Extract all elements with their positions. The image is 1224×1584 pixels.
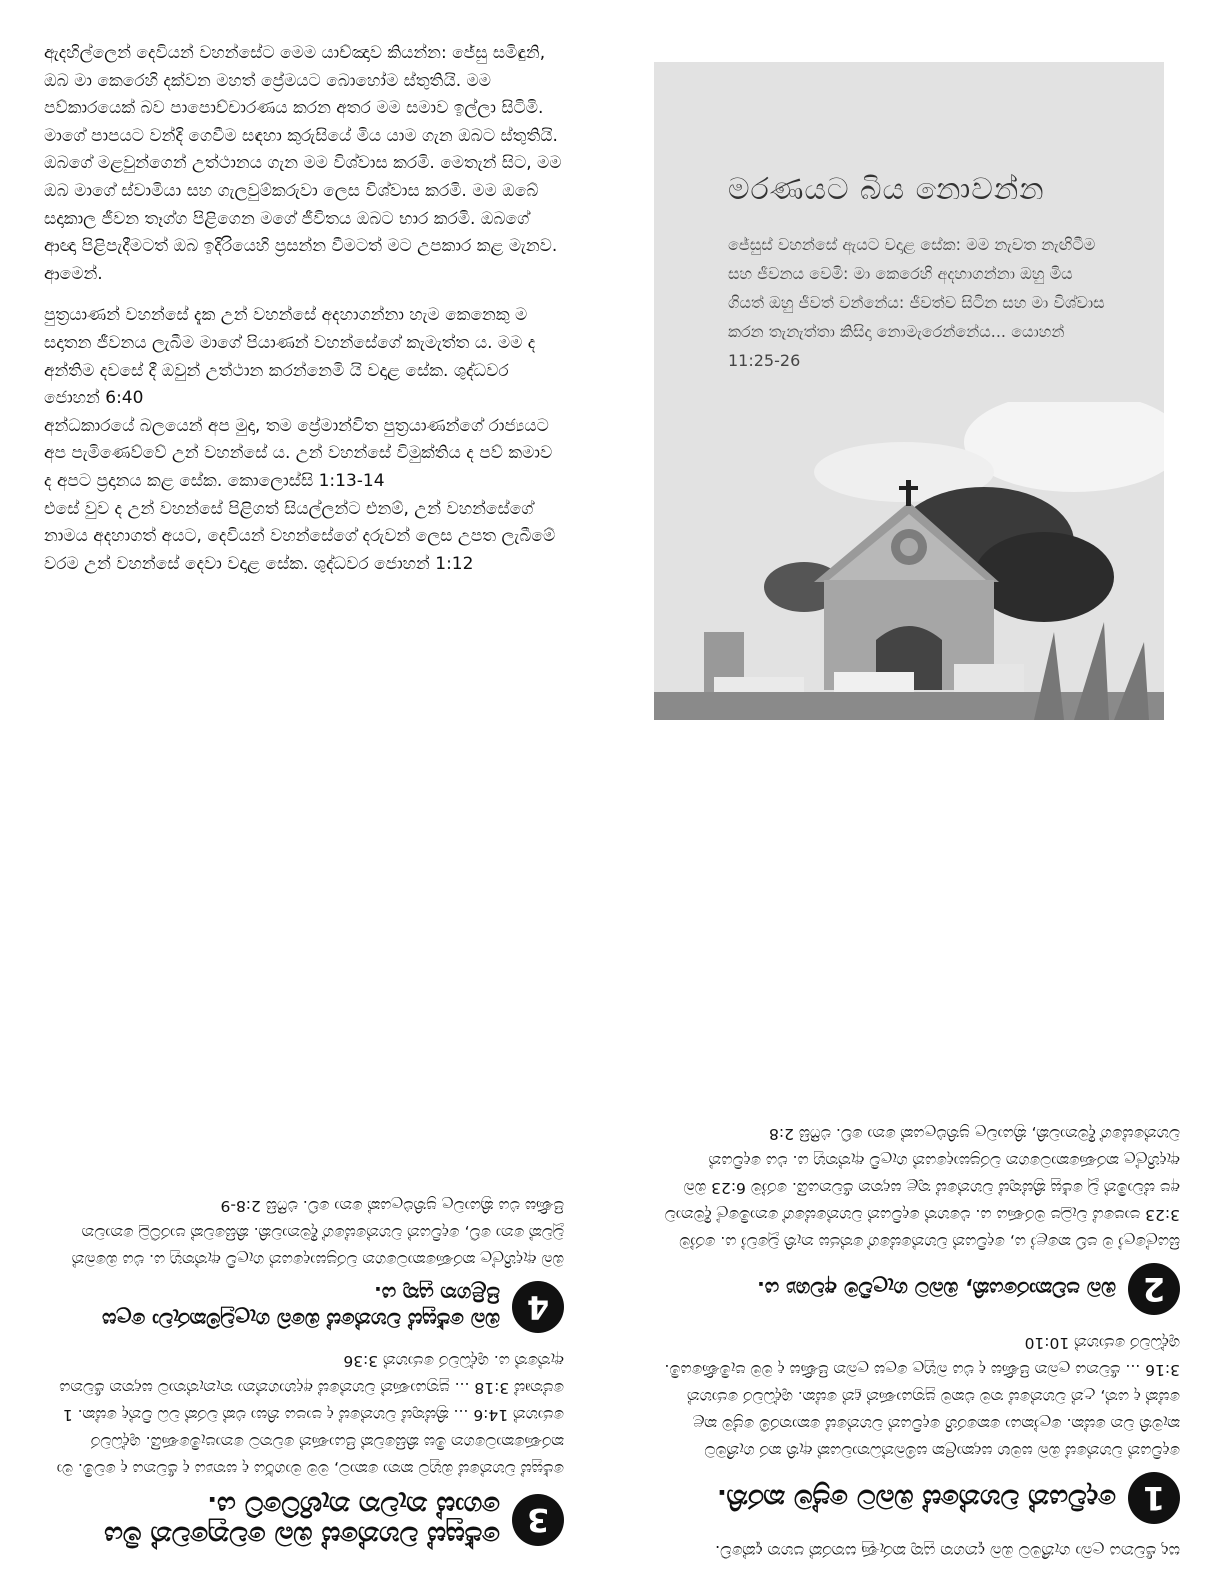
section-number-badge: 4 <box>512 1281 564 1333</box>
section-body: සියල්ලෝ ම පව් කළෝ ය, දෙවියන් වහන්සේගේ තේජස නැති වූවෝ ය. රෝම 3:23 පාපයේ වැටුප මරණය ය. එහෙත් දෙවියන් වහන්සේගේ නොමිලේ දීමනාව අප ස්වාමීන් වූ ජේසු ක්‍රිස්තුස් වහන්සේ තුළ සදාතන ජීවනයයි. රෝම 6:23 ඔබ ඇදහිල්ල කරණකොටගෙන වරප්‍රසාදයෙන් ගැලවී ඇත්තහු ය. එය දෙවියන් වහන්සේගේ දීමනාවකි, ක්‍රියාවල ප්‍රතිඵලයක් නො වේ. එෆීසි 2:8 <box>664 1125 1180 1251</box>
section-3-header <box>44 1490 564 1550</box>
upside-down-half <box>0 790 1224 1584</box>
section-1-header <box>660 1472 1180 1524</box>
section-body: ජේසුස් වහන්සේ ඔහුට කතා කොට, මම මාර්ගය ද සත්‍යය ද ජීවනය ද වෙමි. මා කරණකොටගෙන මිස කිසිවෙක් පියාණන් වෙතට නොපැමිණෙයි. ශුද්ධවර ජොහන් 14:6 ... ක්‍රිස්තුස් වහන්සේ ද පාපය නිසා එක් වරක් වධ වින්ද සේක. 1 පේතෘස් 3:18 ... පුත්‍රයාණන් වහන්සේ අදහාගන්නා තැනැත්තාට සදාතන ජීවනය ඇත්තේ ය. ශුද්ධවර ජොහන් 3:36 <box>56 1352 564 1478</box>
section-title: ජේසුස් වහන්සේ ඔබ වෙනුවෙන් මිය ගොස් නැවත නැඟිට්ටේ ය. <box>104 1490 500 1550</box>
section-number-badge: 3 <box>512 1494 564 1546</box>
scripture-paragraph: අන්ධකාරයේ බලයෙන් අප මුදා, තම ප්‍රේමාන්විත පුත්‍රයාණන්ගේ රාජ්‍යයට අප පැමිණෙව්වේ උන් වහන්සේ ය. උන් වහන්සේ විමුක්තිය ද පව් කමාව ද අපට ප්‍රදානය කළ සේක. කොලොස්සි 1:13-14 <box>44 415 553 491</box>
section-number-badge: 2 <box>1128 1263 1180 1315</box>
scripture-paragraph: එසේ වුව ද උන් වහන්සේ පිළිගත් සියල්ලන්ට එනම්, උන් වහන්සේගේ නාමය අදහාගත් අයට, දෙවියන් වහන්සේගේ දරුවන් ලෙස උපත ලැබීමේ වරම උන් වහන්සේ දෙවා වදාළ සේක. ශුද්ධවර ජොහන් 1:12 <box>44 498 556 574</box>
section-4-header <box>44 1281 564 1333</box>
section-body: දෙවියන් වහන්සේ ඔබ සමඟ සදාකාලික සම්බන්ධතාවයක් ඇති කර ගැනීමට කැමති වන සේක. ලෝකයා කෙරෙහි දෙවියන් වහන්සේ කොතරම් ප්‍රේම කළ සේක් ද යත්, උන් වහන්සේ තම එකම පුත්‍රයාණන් දුන් සේක. ශුද්ධවර ජොහන් 3:16 ... ජීවනය ලබන පිණිස ද එය බහුල ලෙස ලබන පිණිස ද මම පැමිණියෙමි. ශුද්ධවර ජොහන් 10:10 <box>664 1334 1180 1460</box>
scripture-paragraph: පුත්‍රයාණන් වහන්සේ දැක උන් වහන්සේ අදහාගන්නා හැම කෙනෙකු ම සදාතන ජීවනය ලැබීම මාගේ පියාණන් වහන්සේගේ කැමැත්ත ය. මම ද අන්තිම දවසේ දී ඔවුන් උත්ථාන කරන්නෙමි යි වදාළ සේක. ශුද්ධවර ජොහන් 6:40 <box>44 305 536 409</box>
panel-facts-1-2 <box>660 1120 1180 1564</box>
section-number-badge: 1 <box>1128 1472 1180 1524</box>
section-title: දෙවියන් වහන්සේ ඔබට ප්‍රේම කරති. <box>717 1483 1116 1513</box>
section-body: ඔබ ඇදහිල්ල කරණකොටගෙන වරප්‍රසාදයෙන් ගැලවී ඇත්තහු ය. එය ඔබෙන් වූවක් නො වේ, දෙවියන් වහන්සේගේ දීමනාවකි. කිසිවෙක් පාරට්ටු නොවන පිණිස එය ක්‍රියාවල ප්‍රතිඵලයක් නො වේ. එෆීසි 2:8-9 <box>71 1197 564 1269</box>
prayer-column <box>44 40 564 578</box>
cover-verse: ජේසුස් වහන්සේ ඇයට වදාළ සේක: මම නැවත නැඟිටීම සහ ජීවනය වෙමි: මා කෙරෙහි අදහාගන්නා ඔහු මිය ගියත් ඔහු ජීවත් වන්නේය: ජීවත්ව සිටින සහ මා විශ්වාස කරන තැනැත්තා කිසිදා නොමැරෙන්නේය... යොහන් 11:25-26 <box>728 235 1105 370</box>
panel-facts-3-4 <box>44 1192 564 1564</box>
section-2-header <box>660 1263 1180 1315</box>
cover-title: මරණයට බිය නොවන්න <box>728 172 1045 207</box>
church-photo <box>654 402 1164 720</box>
cover-panel <box>654 62 1164 720</box>
prayer-paragraph: ඇදහිල්ලෙන් දෙවියන් වහන්සේට මෙම යාච්ඤාව කියන්න: ජේසු සමිඳුනි, ඔබ මා කෙරෙහි දක්වන මහත් ප්‍රේමයට බොහෝම ස්තුතියි. මම පව්කාරයෙක් බව පාපොච්චාරණය කරන අතර මම සමාව ඉල්ලා සිටිමි. මාගේ පාපයට වන්දි ගෙවීම සඳහා කුරුසියේ මිය යාම ගැන ඔබට ස්තුතියි. ඔබගේ මළවුන්ගෙන් උත්ථානය ගැන මම විශ්වාස කරමි. මෙතැන් සිට, මම ඔබ මාගේ ස්වාමියා සහ ගැලවුම්කරුවා ලෙස විශ්වාස කරමි. මම ඔබේ සදාකාල ජීවන තෑග්ග පිළිගෙන මගේ ජීවිතය ඔබට භාර කරමි. ඔබගේ ආඥා පිළිපැදීමටත් ඔබ ඉදිරියෙහි ප්‍රසන්න වීමටත් මට උපකාර කළ මැනව. ආමෙන්. <box>44 43 562 284</box>
section-title: ඔබ ජේසුස් වහන්සේ ඔබේ ගැලවුම්කරුවා ලෙස පිළිගත යුතු ය. <box>101 1282 500 1332</box>
section-title: ඔබ පව්කාරයෙකි, ඔබට ගැලවීම අවශ්‍ය ය. <box>757 1277 1116 1301</box>
panel-intro: සදා ජීවනය ලබා ගැනීමට ඔබ දැනගත යුතු කරුණු සතරක් පහත දැක්වේ. <box>715 1542 1180 1561</box>
